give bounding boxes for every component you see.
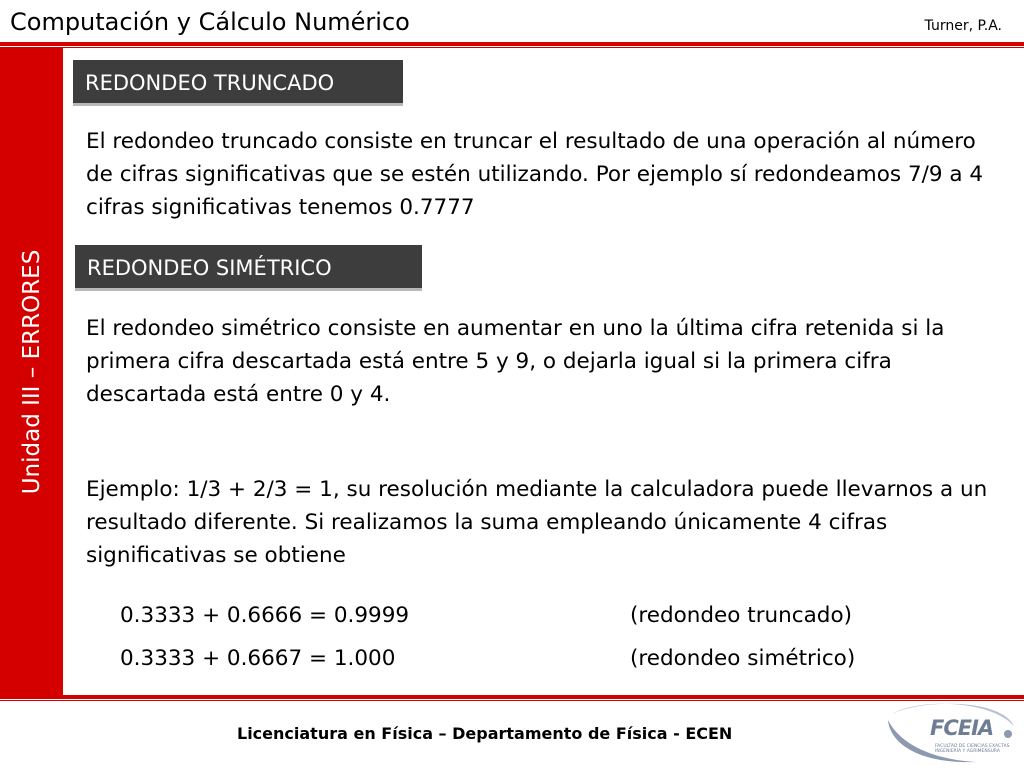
paragraph-truncated: El redondeo truncado consiste en truncar el resultado de una operación al número de cifras significativas que se estén utilizando. Por ejemplo sí redondeamos 7/9 a 4 cifras significativas tenemos 0.7777 [86,129,984,220]
logo-subtitle: FACULTAD DE CIENCIAS EXACTAS INGENIERÍA Y AGRIMENSURA [935,744,1010,754]
section-heading-symmetric: REDONDEO SIMÉTRICO [75,245,422,291]
slide-header-title: Computación y Cálculo Numérico [10,8,410,36]
author-label: Turner, P.A. [924,18,1002,34]
logo-wordmark: FCEIA [930,716,994,740]
example-note-truncated: (redondeo truncado) [630,603,852,628]
footer-divider [0,695,1024,699]
paragraph-symmetric: El redondeo simétrico consiste en aumentar en uno la última cifra retenida si la primera cifra descartada está entre 5 y 9, o dejarla igual si la primera cifra descartada está entre 0 y 4. [86,316,945,407]
footer-divider-thin [0,700,1024,701]
example-note-symmetric: (redondeo simétrico) [630,646,856,671]
sidebar-unit-label: Unidad III – ERRORES [19,249,45,495]
fceia-logo [880,700,1020,766]
header-divider [0,42,1024,46]
section-heading-truncated: REDONDEO TRUNCADO [73,60,403,106]
footer-label: Licenciatura en Física – Departamento de Física - ECEN [237,724,733,743]
example-expression-truncated: 0.3333 + 0.6666 = 0.9999 [120,603,410,628]
example-expression-symmetric: 0.3333 + 0.6667 = 1.000 [120,646,396,671]
header-divider-thin [0,47,1024,48]
paragraph-example: Ejemplo: 1/3 + 2/3 = 1, su resolución mediante la calculadora puede llevarnos a un resultado diferente. Si realizamos la suma empleando únicamente 4 cifras significativas se obtiene [86,477,988,568]
